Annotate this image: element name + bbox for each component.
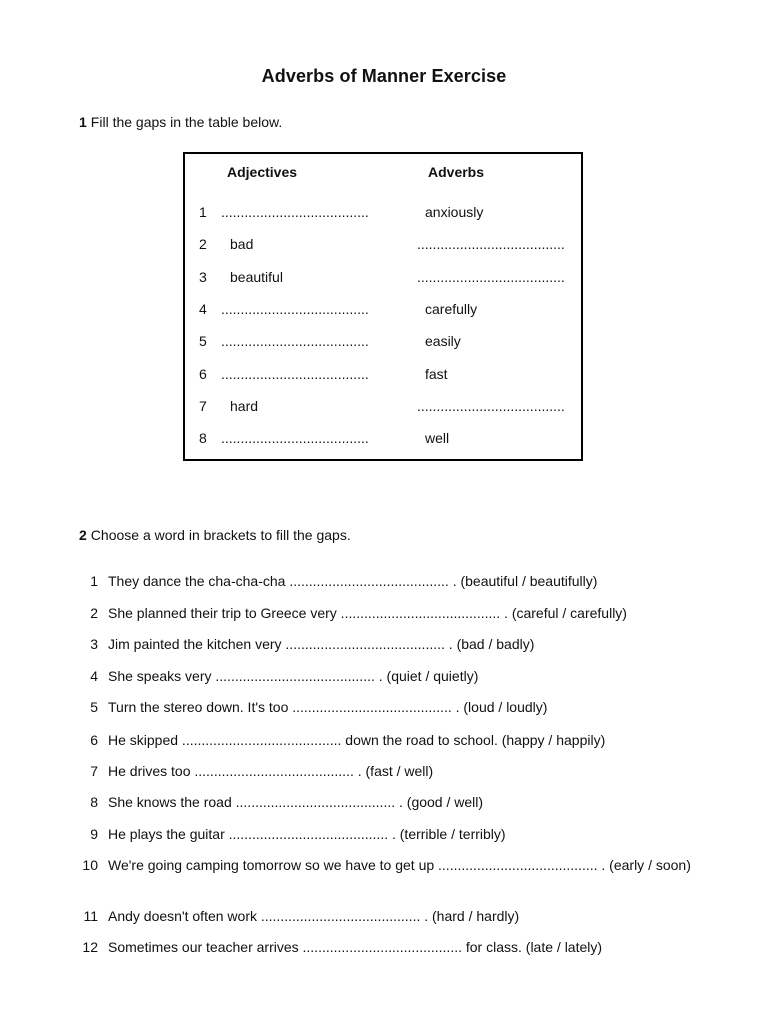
adjective-adverb-table (183, 152, 583, 461)
sentence-text: Sometimes our teacher arrives ......................................... for class. (late / lately) (108, 939, 603, 955)
section-2-instruction (79, 527, 351, 543)
table-row (185, 301, 581, 321)
adjective-blank: ...................................... (221, 333, 369, 349)
sentence-text: They dance the cha-cha-cha ......................................... . (beautiful / beautifully) (108, 573, 598, 589)
adverb-cell: carefully (425, 301, 478, 317)
adjectives-header: Adjectives (227, 164, 298, 180)
adjective-blank: ...................................... (221, 301, 369, 317)
section-1-instruction-text: Fill the gaps in the table below. (90, 114, 283, 130)
row-number: 1 (199, 204, 207, 220)
sentence-text: He skipped ......................................... down the road to school. (happy / happily) (108, 732, 606, 748)
sentence-text: Turn the stereo down. It's too ......................................... . (loud / loudly) (108, 699, 548, 715)
sentence-text: He plays the guitar ......................................... . (terrible / terribly) (108, 826, 506, 842)
sentence-number: 3 (90, 636, 98, 652)
table-row (185, 430, 581, 450)
sentence-text: Andy doesn't often work ......................................... . (hard / hardly) (108, 908, 520, 924)
row-number: 3 (199, 269, 207, 285)
sentence-number: 5 (90, 699, 98, 715)
sentence-text: She knows the road ......................................... . (good / well) (108, 794, 484, 810)
row-number: 2 (199, 236, 207, 252)
sentence-number: 11 (83, 908, 98, 924)
adverb-cell: fast (425, 366, 448, 382)
row-number: 6 (199, 366, 207, 382)
sentence-number: 12 (82, 939, 98, 955)
section-1-number: 1 (79, 114, 87, 130)
row-number: 4 (199, 301, 207, 317)
section-2-number: 2 (79, 527, 87, 543)
adjective-cell: beautiful (230, 269, 283, 285)
adverb-blank: ...................................... (417, 269, 565, 285)
table-row (185, 204, 581, 224)
sentence-text: Jim painted the kitchen very ......................................... . (bad / badly) (108, 636, 535, 652)
sentence-text: He drives too ......................................... . (fast / well) (108, 763, 434, 779)
adjective-blank: ...................................... (221, 430, 369, 446)
row-number: 7 (199, 398, 207, 414)
row-number: 8 (199, 430, 207, 446)
sentence-number: 6 (90, 732, 98, 748)
sentence-number: 9 (90, 826, 98, 842)
table-row (185, 236, 581, 256)
adverb-cell: easily (425, 333, 461, 349)
adjective-blank: ...................................... (221, 366, 369, 382)
adverb-cell: anxiously (425, 204, 484, 220)
table-row (185, 398, 581, 418)
table-row (185, 366, 581, 386)
sentence-number: 7 (90, 763, 98, 779)
sentence-number: 8 (90, 794, 98, 810)
sentence-number: 2 (90, 605, 98, 621)
sentence-text: She planned their trip to Greece very ......................................... . (careful / carefully) (108, 605, 627, 621)
adverb-blank: ...................................... (417, 398, 565, 414)
sentence-text: We're going camping tomorrow so we have to get up ......................................... . (early / soon) (108, 857, 691, 873)
section-2-instruction-text: Choose a word in brackets to fill the gaps. (90, 527, 351, 543)
adjective-cell: bad (230, 236, 254, 252)
adverb-blank: ...................................... (417, 236, 565, 252)
adjective-cell: hard (230, 398, 259, 414)
row-number: 5 (199, 333, 207, 349)
adverbs-header: Adverbs (428, 164, 485, 180)
table-row (185, 269, 581, 289)
sentence-number: 4 (90, 668, 98, 684)
page-title: Adverbs of Manner Exercise (261, 66, 507, 86)
sentence-text: She speaks very ......................................... . (quiet / quietly) (108, 668, 479, 684)
section-1-instruction (79, 114, 282, 130)
adjective-blank: ...................................... (221, 204, 369, 220)
adverb-cell: well (425, 430, 450, 446)
sentence-number: 1 (90, 573, 98, 589)
sentence-number: 10 (82, 857, 98, 873)
table-row (185, 333, 581, 353)
